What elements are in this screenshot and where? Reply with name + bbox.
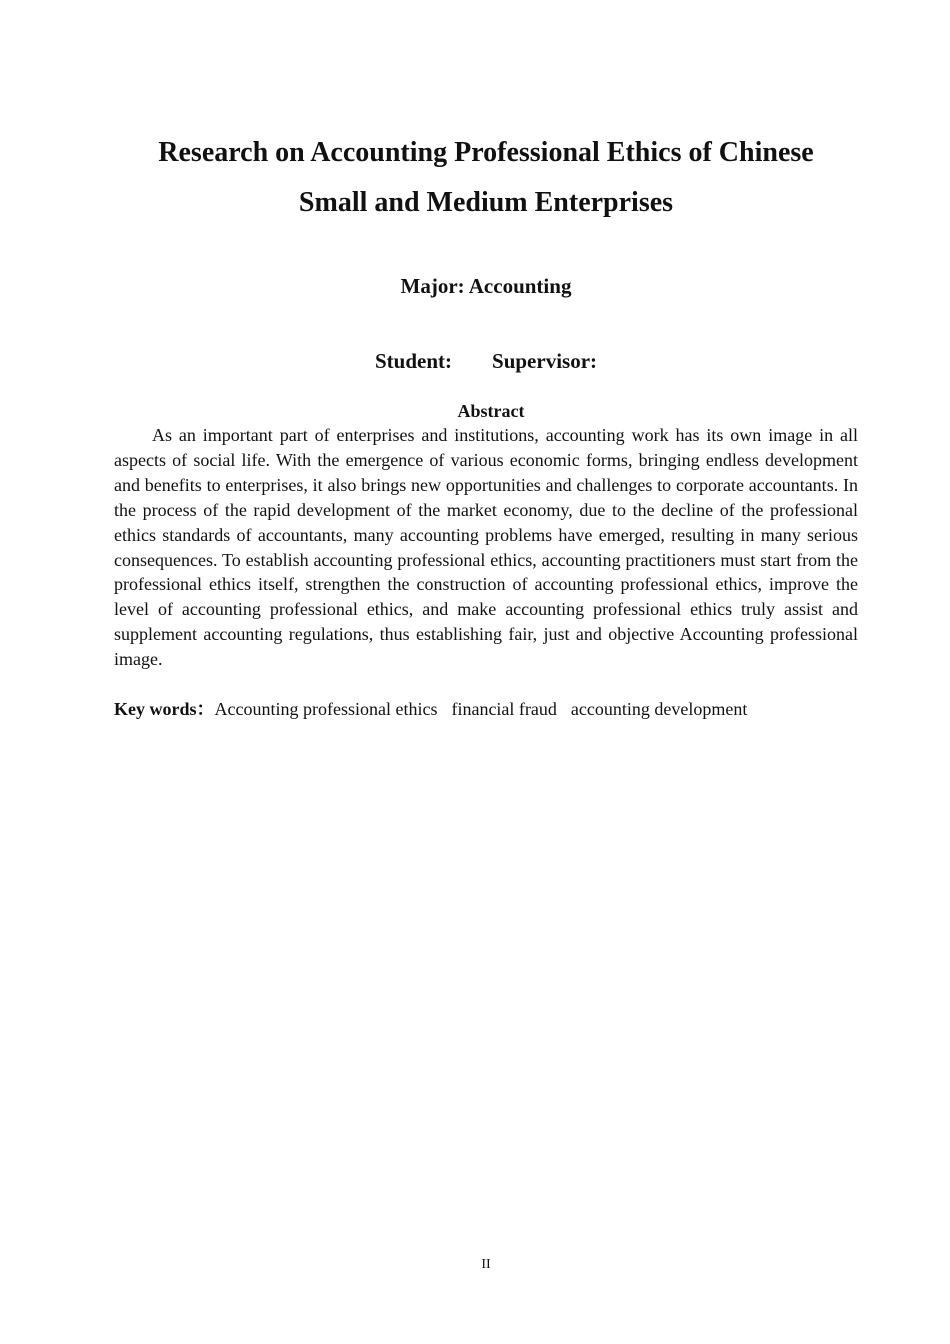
student-supervisor-line [0, 347, 950, 375]
keywords-line [114, 697, 858, 721]
keyword-item: accounting development [570, 699, 748, 719]
student-label: Student: [374, 349, 453, 373]
document-title [100, 128, 872, 228]
title-line-2: Small and Medium Enterprises [298, 187, 674, 218]
page-number: II [481, 1257, 491, 1272]
supervisor-label: Supervisor: [492, 349, 598, 373]
major-line: Major: Accounting [400, 274, 572, 298]
keywords-label: Key words： [114, 699, 215, 719]
keyword-item: financial fraud [451, 699, 557, 719]
abstract-heading: Abstract [457, 401, 525, 421]
keyword-item: Accounting professional ethics [214, 699, 438, 719]
title-line-1: Research on Accounting Professional Ethics of Chinese [158, 137, 814, 168]
abstract-body: As an important part of enterprises and institutions, accounting work has its own image in all aspects of social life. With the emergence of various economic forms, bringing endless development and benefits to enterprises, it also brings new opportunities and challenges to corporate accountants. In the process of the rapid development of the market economy, due to the decline of the professional ethics standards of accountants, many accounting problems have emerged, resulting in many serious consequences. To establish accounting professional ethics, accounting practitioners must start from the professional ethics itself, strengthen the construction of accounting professional ethics, improve the level of accounting professional ethics, and make accounting professional ethics truly assist and supplement accounting regulations, thus establishing fair, just and objective Accounting professional image. [114, 425, 858, 670]
